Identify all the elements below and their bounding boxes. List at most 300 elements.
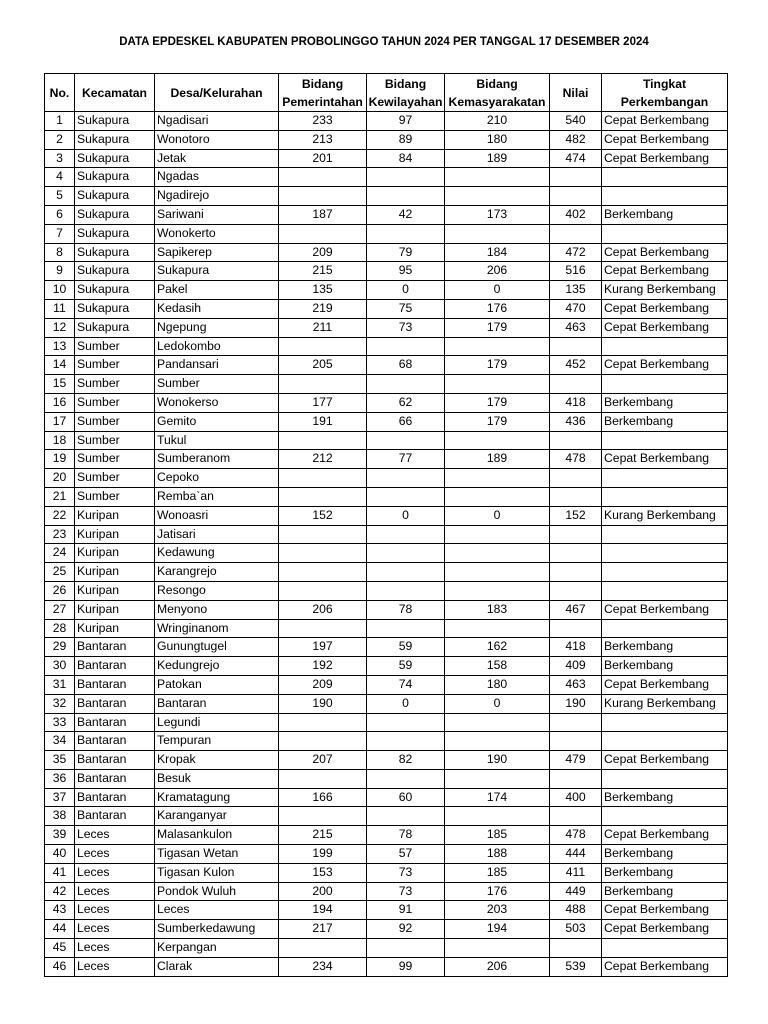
cell-kemasyarakatan: 189	[445, 149, 550, 168]
cell-kemasyarakatan	[445, 375, 550, 394]
cell-desa: Resongo	[155, 581, 279, 600]
table-row	[45, 187, 728, 206]
cell-tingkat	[602, 581, 728, 600]
cell-kewilayahan: 73	[367, 863, 445, 882]
cell-no: 7	[45, 224, 75, 243]
cell-nilai: 411	[550, 863, 602, 882]
cell-nilai	[550, 807, 602, 826]
cell-kewilayahan	[367, 168, 445, 187]
cell-nilai: 467	[550, 600, 602, 619]
cell-pemerintahan	[279, 431, 367, 450]
cell-nilai	[550, 581, 602, 600]
cell-tingkat	[602, 187, 728, 206]
table-row	[45, 450, 728, 469]
table-row	[45, 920, 728, 939]
cell-kemasyarakatan: 210	[445, 112, 550, 131]
cell-kewilayahan: 79	[367, 243, 445, 262]
cell-no: 19	[45, 450, 75, 469]
header-pemerintahan-line2: Pemerintahan	[282, 94, 363, 109]
cell-kemasyarakatan: 173	[445, 205, 550, 224]
cell-kecamatan: Bantaran	[75, 751, 155, 770]
cell-kecamatan: Sukapura	[75, 149, 155, 168]
cell-no: 5	[45, 187, 75, 206]
cell-tingkat	[602, 487, 728, 506]
cell-tingkat: Cepat Berkembang	[602, 130, 728, 149]
cell-tingkat	[602, 224, 728, 243]
cell-kecamatan: Bantaran	[75, 732, 155, 751]
cell-desa: Wonokerso	[155, 393, 279, 412]
cell-kecamatan: Bantaran	[75, 807, 155, 826]
cell-pemerintahan	[279, 939, 367, 958]
table-row	[45, 337, 728, 356]
table-row	[45, 469, 728, 488]
cell-kewilayahan	[367, 544, 445, 563]
cell-nilai	[550, 224, 602, 243]
cell-desa: Ledokombo	[155, 337, 279, 356]
cell-kecamatan: Bantaran	[75, 657, 155, 676]
cell-pemerintahan	[279, 544, 367, 563]
cell-nilai: 539	[550, 957, 602, 976]
table-row	[45, 600, 728, 619]
cell-kemasyarakatan: 179	[445, 393, 550, 412]
cell-desa: Pondok Wuluh	[155, 882, 279, 901]
cell-tingkat	[602, 563, 728, 582]
table-row	[45, 149, 728, 168]
cell-desa: Tukul	[155, 431, 279, 450]
cell-kecamatan: Sukapura	[75, 187, 155, 206]
cell-tingkat	[602, 544, 728, 563]
cell-tingkat: Cepat Berkembang	[602, 450, 728, 469]
cell-kemasyarakatan	[445, 337, 550, 356]
cell-no: 46	[45, 957, 75, 976]
cell-nilai: 474	[550, 149, 602, 168]
cell-no: 12	[45, 318, 75, 337]
cell-pemerintahan: 234	[279, 957, 367, 976]
cell-pemerintahan: 215	[279, 826, 367, 845]
cell-nilai: 540	[550, 112, 602, 131]
cell-tingkat: Kurang Berkembang	[602, 506, 728, 525]
cell-no: 43	[45, 901, 75, 920]
cell-pemerintahan: 206	[279, 600, 367, 619]
table-row	[45, 619, 728, 638]
cell-kecamatan: Sukapura	[75, 243, 155, 262]
cell-pemerintahan: 166	[279, 788, 367, 807]
cell-tingkat: Kurang Berkembang	[602, 694, 728, 713]
cell-no: 3	[45, 149, 75, 168]
cell-kewilayahan	[367, 487, 445, 506]
cell-pemerintahan: 213	[279, 130, 367, 149]
cell-tingkat	[602, 431, 728, 450]
cell-kemasyarakatan	[445, 544, 550, 563]
table-row	[45, 224, 728, 243]
cell-nilai	[550, 337, 602, 356]
cell-tingkat: Cepat Berkembang	[602, 356, 728, 375]
cell-pemerintahan: 190	[279, 694, 367, 713]
cell-kecamatan: Leces	[75, 845, 155, 864]
cell-kecamatan: Bantaran	[75, 713, 155, 732]
cell-no: 16	[45, 393, 75, 412]
cell-kewilayahan	[367, 713, 445, 732]
header-no: No.	[45, 74, 75, 112]
cell-desa: Cepoko	[155, 469, 279, 488]
cell-kecamatan: Leces	[75, 957, 155, 976]
cell-kecamatan: Kuripan	[75, 619, 155, 638]
cell-pemerintahan: 191	[279, 412, 367, 431]
cell-nilai: 478	[550, 450, 602, 469]
cell-no: 23	[45, 525, 75, 544]
cell-kewilayahan: 92	[367, 920, 445, 939]
cell-kewilayahan	[367, 469, 445, 488]
table-row	[45, 694, 728, 713]
cell-kewilayahan	[367, 939, 445, 958]
cell-no: 36	[45, 769, 75, 788]
cell-pemerintahan	[279, 807, 367, 826]
table-row	[45, 939, 728, 958]
table-row	[45, 506, 728, 525]
cell-nilai	[550, 431, 602, 450]
cell-nilai: 452	[550, 356, 602, 375]
cell-kewilayahan: 73	[367, 318, 445, 337]
cell-no: 1	[45, 112, 75, 131]
cell-no: 45	[45, 939, 75, 958]
cell-nilai	[550, 563, 602, 582]
cell-nilai	[550, 544, 602, 563]
cell-no: 31	[45, 675, 75, 694]
header-kewilayahan-line2: Kewilayahan	[368, 94, 443, 109]
cell-kemasyarakatan: 188	[445, 845, 550, 864]
cell-kemasyarakatan: 180	[445, 130, 550, 149]
cell-kewilayahan: 0	[367, 281, 445, 300]
cell-pemerintahan	[279, 168, 367, 187]
cell-kecamatan: Sumber	[75, 412, 155, 431]
cell-kewilayahan: 89	[367, 130, 445, 149]
cell-no: 29	[45, 638, 75, 657]
table-row	[45, 318, 728, 337]
cell-no: 34	[45, 732, 75, 751]
cell-tingkat	[602, 525, 728, 544]
cell-kecamatan: Leces	[75, 882, 155, 901]
table-row	[45, 882, 728, 901]
cell-nilai: 135	[550, 281, 602, 300]
table-row	[45, 130, 728, 149]
cell-desa: Karanganyar	[155, 807, 279, 826]
cell-nilai: 444	[550, 845, 602, 864]
table-row	[45, 431, 728, 450]
cell-no: 2	[45, 130, 75, 149]
table-row	[45, 638, 728, 657]
cell-kemasyarakatan: 0	[445, 281, 550, 300]
cell-kemasyarakatan	[445, 431, 550, 450]
cell-pemerintahan: 135	[279, 281, 367, 300]
cell-kewilayahan: 59	[367, 657, 445, 676]
cell-kemasyarakatan: 189	[445, 450, 550, 469]
cell-kemasyarakatan: 174	[445, 788, 550, 807]
cell-nilai: 463	[550, 318, 602, 337]
cell-tingkat: Cepat Berkembang	[602, 262, 728, 281]
cell-kewilayahan: 42	[367, 205, 445, 224]
cell-desa: Kedungrejo	[155, 657, 279, 676]
cell-nilai	[550, 732, 602, 751]
cell-pemerintahan	[279, 581, 367, 600]
cell-kecamatan: Kuripan	[75, 544, 155, 563]
cell-nilai: 503	[550, 920, 602, 939]
cell-pemerintahan	[279, 187, 367, 206]
cell-kecamatan: Sumber	[75, 375, 155, 394]
cell-kemasyarakatan: 185	[445, 863, 550, 882]
cell-no: 21	[45, 487, 75, 506]
cell-kecamatan: Sumber	[75, 487, 155, 506]
cell-no: 8	[45, 243, 75, 262]
cell-tingkat: Berkembang	[602, 205, 728, 224]
cell-nilai: 402	[550, 205, 602, 224]
cell-pemerintahan: 199	[279, 845, 367, 864]
cell-kecamatan: Sumber	[75, 469, 155, 488]
cell-no: 33	[45, 713, 75, 732]
cell-kecamatan: Sukapura	[75, 130, 155, 149]
cell-nilai	[550, 469, 602, 488]
cell-kecamatan: Bantaran	[75, 788, 155, 807]
cell-desa: Pakel	[155, 281, 279, 300]
cell-kewilayahan	[367, 187, 445, 206]
cell-kewilayahan	[367, 431, 445, 450]
cell-desa: Ngadas	[155, 168, 279, 187]
cell-no: 37	[45, 788, 75, 807]
cell-kemasyarakatan	[445, 187, 550, 206]
cell-pemerintahan: 177	[279, 393, 367, 412]
table-row	[45, 657, 728, 676]
epdeskel-table	[44, 73, 728, 977]
cell-no: 9	[45, 262, 75, 281]
cell-kemasyarakatan	[445, 168, 550, 187]
cell-tingkat: Cepat Berkembang	[602, 957, 728, 976]
cell-kewilayahan	[367, 807, 445, 826]
cell-tingkat: Berkembang	[602, 863, 728, 882]
cell-kewilayahan: 74	[367, 675, 445, 694]
table-row	[45, 563, 728, 582]
cell-tingkat: Cepat Berkembang	[602, 920, 728, 939]
table-row	[45, 581, 728, 600]
cell-kewilayahan: 82	[367, 751, 445, 770]
cell-no: 11	[45, 299, 75, 318]
cell-tingkat: Cepat Berkembang	[602, 318, 728, 337]
cell-kemasyarakatan: 203	[445, 901, 550, 920]
cell-pemerintahan: 197	[279, 638, 367, 657]
cell-pemerintahan: 152	[279, 506, 367, 525]
cell-kecamatan: Leces	[75, 863, 155, 882]
cell-kecamatan: Sukapura	[75, 281, 155, 300]
table-row	[45, 412, 728, 431]
cell-kecamatan: Leces	[75, 901, 155, 920]
cell-kecamatan: Sukapura	[75, 224, 155, 243]
cell-desa: Sumberkedawung	[155, 920, 279, 939]
cell-desa: Sumberanom	[155, 450, 279, 469]
cell-pemerintahan	[279, 487, 367, 506]
cell-pemerintahan	[279, 769, 367, 788]
cell-kemasyarakatan: 0	[445, 506, 550, 525]
cell-kewilayahan: 62	[367, 393, 445, 412]
cell-tingkat: Cepat Berkembang	[602, 826, 728, 845]
cell-kewilayahan	[367, 525, 445, 544]
cell-desa: Kedawung	[155, 544, 279, 563]
cell-kemasyarakatan: 183	[445, 600, 550, 619]
cell-tingkat: Berkembang	[602, 845, 728, 864]
table-header-row	[45, 74, 728, 112]
table-row	[45, 356, 728, 375]
table-row	[45, 299, 728, 318]
cell-tingkat: Cepat Berkembang	[602, 675, 728, 694]
cell-desa: Pandansari	[155, 356, 279, 375]
cell-no: 25	[45, 563, 75, 582]
cell-desa: Legundi	[155, 713, 279, 732]
cell-kemasyarakatan: 206	[445, 262, 550, 281]
cell-nilai: 409	[550, 657, 602, 676]
cell-no: 38	[45, 807, 75, 826]
cell-kewilayahan	[367, 563, 445, 582]
table-row	[45, 675, 728, 694]
cell-kemasyarakatan	[445, 469, 550, 488]
cell-tingkat	[602, 713, 728, 732]
header-desa: Desa/Kelurahan	[155, 74, 279, 112]
cell-nilai	[550, 769, 602, 788]
cell-pemerintahan: 211	[279, 318, 367, 337]
cell-kewilayahan	[367, 769, 445, 788]
cell-no: 24	[45, 544, 75, 563]
cell-nilai	[550, 487, 602, 506]
cell-nilai: 152	[550, 506, 602, 525]
cell-pemerintahan	[279, 224, 367, 243]
cell-desa: Wringinanom	[155, 619, 279, 638]
cell-nilai	[550, 187, 602, 206]
cell-tingkat: Berkembang	[602, 788, 728, 807]
cell-kemasyarakatan: 206	[445, 957, 550, 976]
cell-tingkat: Cepat Berkembang	[602, 600, 728, 619]
cell-kemasyarakatan: 0	[445, 694, 550, 713]
cell-desa: Kramatagung	[155, 788, 279, 807]
cell-kecamatan: Leces	[75, 920, 155, 939]
header-nilai: Nilai	[550, 74, 602, 112]
cell-kecamatan: Bantaran	[75, 769, 155, 788]
cell-kewilayahan: 78	[367, 826, 445, 845]
cell-pemerintahan: 209	[279, 243, 367, 262]
table-row	[45, 901, 728, 920]
table-row	[45, 112, 728, 131]
table-row	[45, 732, 728, 751]
cell-no: 44	[45, 920, 75, 939]
cell-desa: Patokan	[155, 675, 279, 694]
table-row	[45, 487, 728, 506]
cell-kewilayahan: 97	[367, 112, 445, 131]
cell-no: 41	[45, 863, 75, 882]
cell-desa: Jatisari	[155, 525, 279, 544]
cell-no: 40	[45, 845, 75, 864]
cell-kemasyarakatan	[445, 807, 550, 826]
cell-kecamatan: Kuripan	[75, 581, 155, 600]
cell-kemasyarakatan: 179	[445, 318, 550, 337]
cell-no: 39	[45, 826, 75, 845]
cell-kewilayahan: 60	[367, 788, 445, 807]
header-kewilayahan	[367, 74, 445, 112]
header-tingkat-line2: Perkembangan	[620, 94, 709, 109]
cell-kecamatan: Sumber	[75, 393, 155, 412]
cell-tingkat: Cepat Berkembang	[602, 901, 728, 920]
cell-no: 35	[45, 751, 75, 770]
table-row	[45, 375, 728, 394]
cell-tingkat	[602, 375, 728, 394]
cell-tingkat: Cepat Berkembang	[602, 299, 728, 318]
cell-desa: Wonoasri	[155, 506, 279, 525]
cell-pemerintahan	[279, 563, 367, 582]
cell-pemerintahan: 194	[279, 901, 367, 920]
cell-pemerintahan: 207	[279, 751, 367, 770]
cell-kemasyarakatan	[445, 769, 550, 788]
page-title: DATA EPDESKEL KABUPATEN PROBOLINGGO TAHUN 2024 PER TANGGAL 17 DESEMBER 2024	[119, 36, 649, 48]
cell-desa: Kerpangan	[155, 939, 279, 958]
cell-kewilayahan: 91	[367, 901, 445, 920]
cell-desa: Clarak	[155, 957, 279, 976]
cell-desa: Gunungtugel	[155, 638, 279, 657]
cell-pemerintahan	[279, 337, 367, 356]
cell-nilai: 190	[550, 694, 602, 713]
cell-nilai: 516	[550, 262, 602, 281]
cell-pemerintahan	[279, 619, 367, 638]
cell-tingkat	[602, 769, 728, 788]
cell-kemasyarakatan	[445, 525, 550, 544]
cell-pemerintahan	[279, 525, 367, 544]
cell-desa: Sapikerep	[155, 243, 279, 262]
table-row	[45, 262, 728, 281]
cell-tingkat: Berkembang	[602, 657, 728, 676]
cell-kecamatan: Sumber	[75, 431, 155, 450]
cell-no: 42	[45, 882, 75, 901]
table-row	[45, 845, 728, 864]
header-tingkat	[602, 74, 728, 112]
cell-kecamatan: Sukapura	[75, 299, 155, 318]
cell-kewilayahan: 57	[367, 845, 445, 864]
cell-tingkat	[602, 619, 728, 638]
cell-desa: Ngadirejo	[155, 187, 279, 206]
cell-kemasyarakatan: 162	[445, 638, 550, 657]
cell-desa: Malasankulon	[155, 826, 279, 845]
cell-kemasyarakatan	[445, 713, 550, 732]
cell-desa: Kedasih	[155, 299, 279, 318]
cell-desa: Menyono	[155, 600, 279, 619]
cell-kemasyarakatan: 176	[445, 299, 550, 318]
cell-kewilayahan: 0	[367, 506, 445, 525]
cell-kewilayahan: 73	[367, 882, 445, 901]
cell-no: 6	[45, 205, 75, 224]
cell-tingkat	[602, 337, 728, 356]
cell-no: 27	[45, 600, 75, 619]
cell-tingkat: Kurang Berkembang	[602, 281, 728, 300]
cell-kecamatan: Sukapura	[75, 168, 155, 187]
cell-kecamatan: Bantaran	[75, 638, 155, 657]
cell-desa: Ngepung	[155, 318, 279, 337]
cell-no: 26	[45, 581, 75, 600]
header-pemerintahan	[279, 74, 367, 112]
cell-kecamatan: Bantaran	[75, 694, 155, 713]
cell-kemasyarakatan: 176	[445, 882, 550, 901]
header-kemasyarakatan-line1: Bidang	[476, 76, 518, 91]
cell-kemasyarakatan: 184	[445, 243, 550, 262]
header-kecamatan: Kecamatan	[75, 74, 155, 112]
cell-pemerintahan: 219	[279, 299, 367, 318]
cell-kewilayahan: 66	[367, 412, 445, 431]
cell-kemasyarakatan	[445, 581, 550, 600]
cell-tingkat	[602, 168, 728, 187]
cell-tingkat	[602, 469, 728, 488]
cell-pemerintahan: 205	[279, 356, 367, 375]
cell-pemerintahan: 200	[279, 882, 367, 901]
